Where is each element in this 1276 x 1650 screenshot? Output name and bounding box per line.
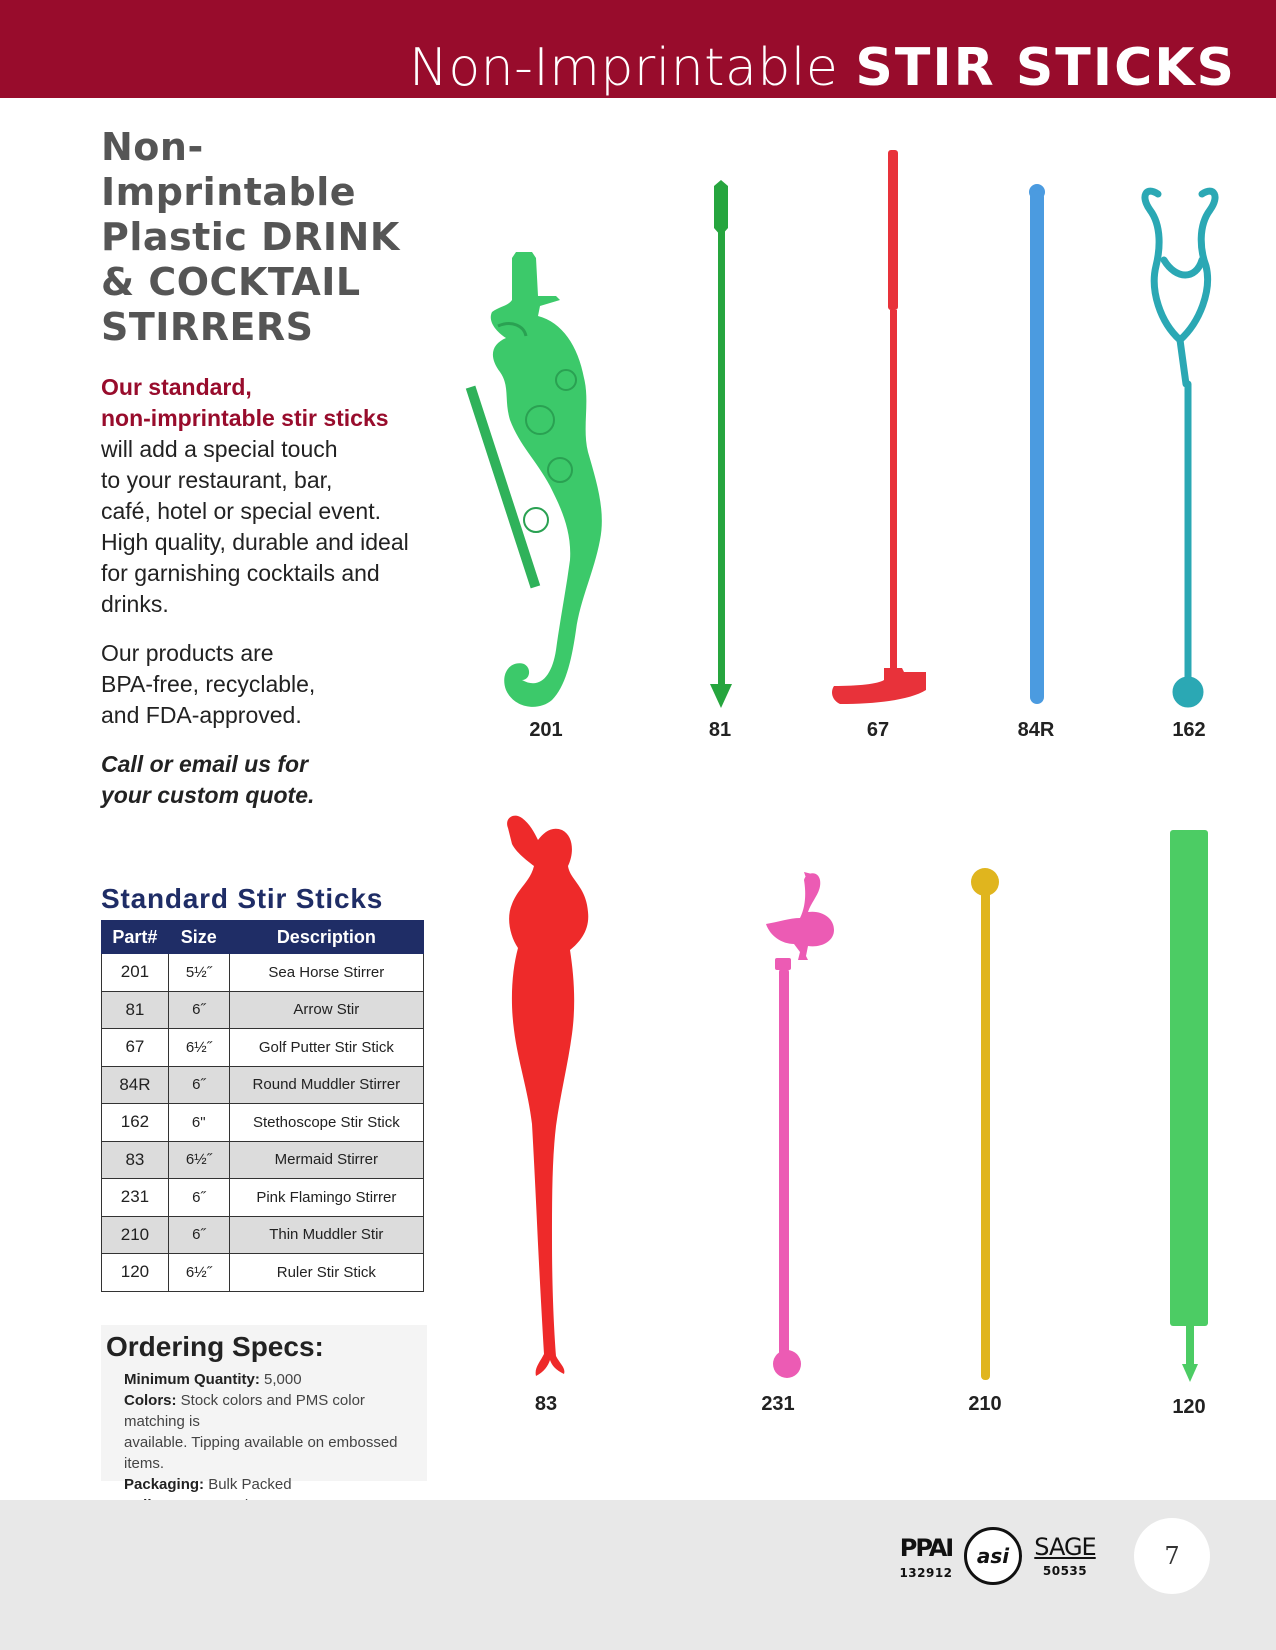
product-label-201: 201 bbox=[529, 719, 563, 741]
arrow-stir-image bbox=[710, 180, 732, 708]
product-label-67: 67 bbox=[866, 719, 890, 741]
intro-paragraph: Our standard, non-imprintable stir sticks will add a special touch to your restaurant, bar, café, hotel or special event. High quality, durable and ideal for garnishing cocktails and drinks. bbox=[101, 374, 409, 617]
table-title: Standard Stir Sticks bbox=[101, 883, 384, 914]
product-label-231: 231 bbox=[761, 1393, 795, 1415]
product-label-162: 162 bbox=[1172, 719, 1206, 741]
column-header-size: Size bbox=[168, 921, 229, 954]
part-cell: 210 bbox=[102, 1216, 169, 1254]
size-cell: 6½˝ bbox=[168, 1141, 229, 1179]
description-cell: Mermaid Stirrer bbox=[229, 1141, 423, 1179]
part-cell: 120 bbox=[102, 1254, 169, 1292]
ppai-logo: PPAI 132912 bbox=[899, 1534, 953, 1580]
thin-muddler-image bbox=[971, 868, 999, 1380]
colors-line-cont: available. Tipping available on embossed items. bbox=[124, 1434, 398, 1472]
size-cell: 6½˝ bbox=[168, 1254, 229, 1292]
size-cell: 6˝ bbox=[168, 991, 229, 1029]
asi-logo: asi bbox=[964, 1527, 1022, 1585]
part-cell: 201 bbox=[102, 954, 169, 992]
golf-putter-image bbox=[832, 150, 926, 704]
size-cell: 6˝ bbox=[168, 1216, 229, 1254]
description-cell: Round Muddler Stirrer bbox=[229, 1066, 423, 1104]
colors-line: Colors: Stock colors and PMS color matching is bbox=[124, 1392, 365, 1430]
column-header-description: Description bbox=[229, 921, 423, 954]
size-cell: 6" bbox=[168, 1104, 229, 1142]
part-cell: 231 bbox=[102, 1179, 169, 1217]
round-muddler-image bbox=[1029, 184, 1045, 704]
page-number: 7 bbox=[1134, 1518, 1210, 1594]
seahorse-stirrer-image bbox=[466, 252, 602, 707]
part-cell: 162 bbox=[102, 1104, 169, 1142]
packaging-line: Packaging: Bulk Packed bbox=[124, 1476, 292, 1493]
ordering-specs-title: Ordering Specs: bbox=[106, 1331, 324, 1362]
description-cell: Arrow Stir bbox=[229, 991, 423, 1029]
call-to-action: Call or email us for your custom quote. bbox=[101, 751, 315, 808]
product-label-210: 210 bbox=[968, 1393, 1002, 1415]
product-label-84r: 84R bbox=[1017, 719, 1055, 741]
part-cell: 83 bbox=[102, 1141, 169, 1179]
safety-paragraph: Our products are BPA-free, recyclable, and FDA-approved. bbox=[101, 640, 316, 728]
size-cell: 5½˝ bbox=[168, 954, 229, 992]
description-cell: Thin Muddler Stir bbox=[229, 1216, 423, 1254]
size-cell: 6˝ bbox=[168, 1066, 229, 1104]
part-cell: 84R bbox=[102, 1066, 169, 1104]
description-cell: Ruler Stir Stick bbox=[229, 1254, 423, 1292]
description-cell: Golf Putter Stir Stick bbox=[229, 1029, 423, 1067]
size-cell: 6˝ bbox=[168, 1179, 229, 1217]
ruler-stir-image bbox=[1170, 830, 1208, 1382]
column-header-part: Part# bbox=[102, 921, 169, 954]
flamingo-image bbox=[766, 872, 834, 1378]
description-cell: Stethoscope Stir Stick bbox=[229, 1104, 423, 1142]
page-title: Non-Imprintable STIR STICKS bbox=[408, 38, 1236, 98]
part-cell: 67 bbox=[102, 1029, 169, 1067]
mermaid-image bbox=[507, 816, 588, 1376]
product-label-83: 83 bbox=[534, 1393, 558, 1415]
part-cell: 81 bbox=[102, 991, 169, 1029]
min-quantity-line: Minimum Quantity: 5,000 bbox=[124, 1371, 302, 1388]
description-cell: Sea Horse Stirrer bbox=[229, 954, 423, 992]
description-cell: Pink Flamingo Stirrer bbox=[229, 1179, 423, 1217]
size-cell: 6½˝ bbox=[168, 1029, 229, 1067]
section-heading: Non-Imprintable Plastic DRINK & COCKTAIL STIRRERS bbox=[101, 125, 400, 349]
product-label-120: 120 bbox=[1172, 1396, 1206, 1418]
product-label-81: 81 bbox=[708, 719, 732, 741]
sage-logo: SAGE 50535 bbox=[1034, 1533, 1096, 1578]
stethoscope-image bbox=[1145, 191, 1215, 704]
